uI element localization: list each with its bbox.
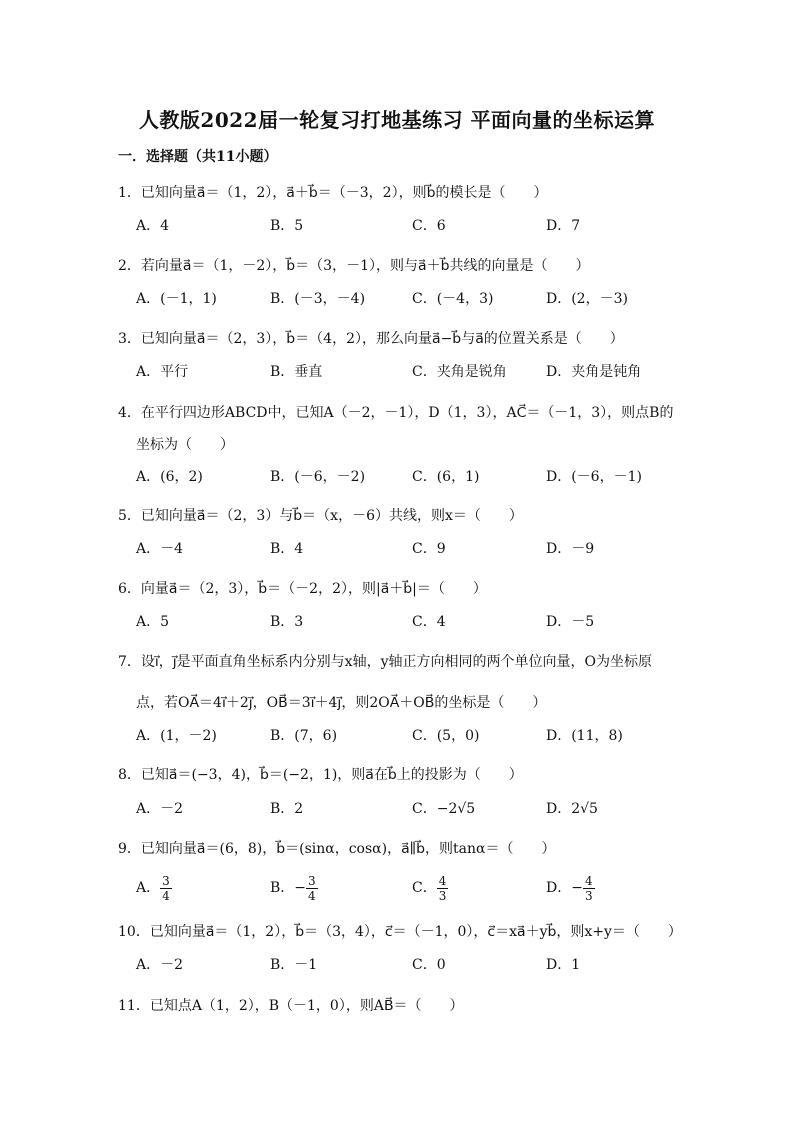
option-label: C．: [412, 880, 437, 896]
question-6-options: [136, 610, 696, 634]
question-5-options: [136, 537, 696, 561]
option-d: D．夹角是钝角: [546, 364, 642, 380]
fraction: [306, 874, 318, 903]
option-b: B．(－3，－4): [270, 291, 366, 307]
option-a: A．(6，2): [136, 469, 203, 485]
option-d: D．1: [546, 957, 581, 973]
option-a: A．平行: [136, 364, 189, 380]
question-8-stem: 8．已知a⃗＝(−3，4)，b⃗＝(−2，1)，则a⃗在b⃗上的投影为（ ）: [118, 767, 523, 783]
option-a: [136, 870, 172, 906]
option-a: A．(1，－2): [136, 728, 217, 744]
option-b: [270, 870, 318, 906]
question-1-stem: 1．已知向量a⃗＝（1，2），a⃗＋b⃗＝（－3，2），则b⃗的模长是（ ）: [118, 185, 548, 201]
option-c: C．(－4，3): [412, 291, 494, 307]
option-a: A．4: [136, 218, 170, 234]
denominator: 3: [438, 888, 447, 903]
question-4-continuation: 坐标为（ ）: [136, 437, 234, 453]
question-10-options: [136, 953, 696, 977]
option-b: B．垂直: [270, 364, 323, 380]
option-a: A．5: [136, 614, 170, 630]
fraction: [160, 874, 172, 903]
option-sign: −: [294, 880, 307, 896]
option-a: A．(－1，1): [136, 291, 217, 307]
option-d: [546, 870, 595, 906]
question-4-options: [136, 465, 696, 489]
numerator: 3: [308, 873, 316, 888]
option-b: B．2: [270, 801, 304, 817]
option-label: D．: [546, 880, 572, 896]
question-3-options: [136, 360, 696, 384]
question-7-options: [136, 724, 696, 748]
option-d: D．(2，－3): [546, 291, 628, 307]
option-b: B．5: [270, 218, 304, 234]
option-c: C．9: [412, 541, 446, 557]
question-10-stem: 10．已知向量a⃗＝（1，2），b⃗＝（3，4），c⃗＝（－1，0），c⃗＝xa⃗＋yb⃗，则x+y＝（ ）: [118, 924, 682, 940]
option-b: B．(－6，－2): [270, 469, 366, 485]
option-c: C．0: [412, 957, 446, 973]
document-title: 人教版2022届一轮复习打地基练习 平面向量的坐标运算: [138, 108, 656, 132]
question-11-stem: 11．已知点A（1，2），B（－1，0），则AB⃗＝（ ）: [118, 998, 464, 1014]
fraction: [583, 874, 595, 903]
option-c: C．6: [412, 218, 446, 234]
denominator: 4: [162, 888, 170, 903]
option-d: D．7: [546, 218, 581, 234]
option-b: B．4: [270, 541, 304, 557]
option-d: D．－9: [546, 541, 595, 557]
question-7-continuation: 点，若OA⃗＝4i⃗＋2j⃗，OB⃗＝3i⃗＋4j⃗，则2OA⃗＋OB⃗的坐标是（ ）: [136, 695, 547, 711]
question-5-stem: 5．已知向量a⃗＝（2，3）与b⃗＝（x，－6）共线，则x＝（ ）: [118, 508, 523, 524]
section-heading: 一．选择题（共11小题）: [118, 149, 278, 165]
option-a: A．－4: [136, 541, 184, 557]
option-sign: −: [571, 880, 583, 896]
numerator: 4: [438, 873, 447, 888]
option-c: C．(5，0): [412, 728, 480, 744]
option-c: C．−2√5: [412, 801, 476, 817]
question-6-stem: 6．向量a⃗＝（2，3），b⃗＝（－2，2），则|a⃗＋b⃗|＝（ ）: [118, 581, 487, 597]
option-a: A．－2: [136, 957, 184, 973]
option-d: D．2√5: [546, 801, 598, 817]
question-8-options: [136, 797, 696, 821]
option-c: [412, 870, 448, 906]
fraction: [437, 874, 449, 903]
question-2-stem: 2．若向量a⃗＝（1，－2），b⃗＝（3，－1），则与a⃗＋b⃗共线的向量是（ ）: [118, 258, 590, 274]
question-9-options: [136, 870, 696, 906]
numerator: 3: [162, 873, 170, 888]
question-2-options: [136, 287, 696, 311]
option-b: B．3: [270, 614, 304, 630]
option-c: C．(6，1): [412, 469, 480, 485]
option-label: B．: [270, 880, 295, 896]
option-b: B．－1: [270, 957, 318, 973]
question-7-stem: 7．设i⃗，j⃗是平面直角坐标系内分别与x轴，y轴正方向相同的两个单位向量，O为坐标原: [118, 654, 652, 670]
option-d: D．(11，8): [546, 728, 623, 744]
denominator: 3: [584, 888, 593, 903]
option-d: D．－5: [546, 614, 595, 630]
question-1-options: [136, 214, 696, 238]
numerator: 4: [584, 873, 593, 888]
question-9-stem: 9．已知向量a⃗＝(6，8)，b⃗＝(sinα，cosα)，a⃗∥b⃗，则tanα＝（ ）: [118, 841, 556, 857]
question-3-stem: 3．已知向量a⃗＝（2，3），b⃗＝（4，2），那么向量a⃗−b⃗与a⃗的位置关系是（ ）: [118, 331, 624, 347]
question-4-stem: 4．在平行四边形ABCD中，已知A（－2，－1），D（1，3），AC⃗＝（－1，3），则点B的: [118, 405, 674, 421]
option-c: C．4: [412, 614, 446, 630]
option-label: A．: [136, 880, 161, 896]
option-c: C．夹角是锐角: [412, 364, 507, 380]
option-a: A．－2: [136, 801, 184, 817]
option-b: B．(7，6): [270, 728, 338, 744]
denominator: 4: [308, 888, 316, 903]
option-d: D．(－6，－1): [546, 469, 642, 485]
